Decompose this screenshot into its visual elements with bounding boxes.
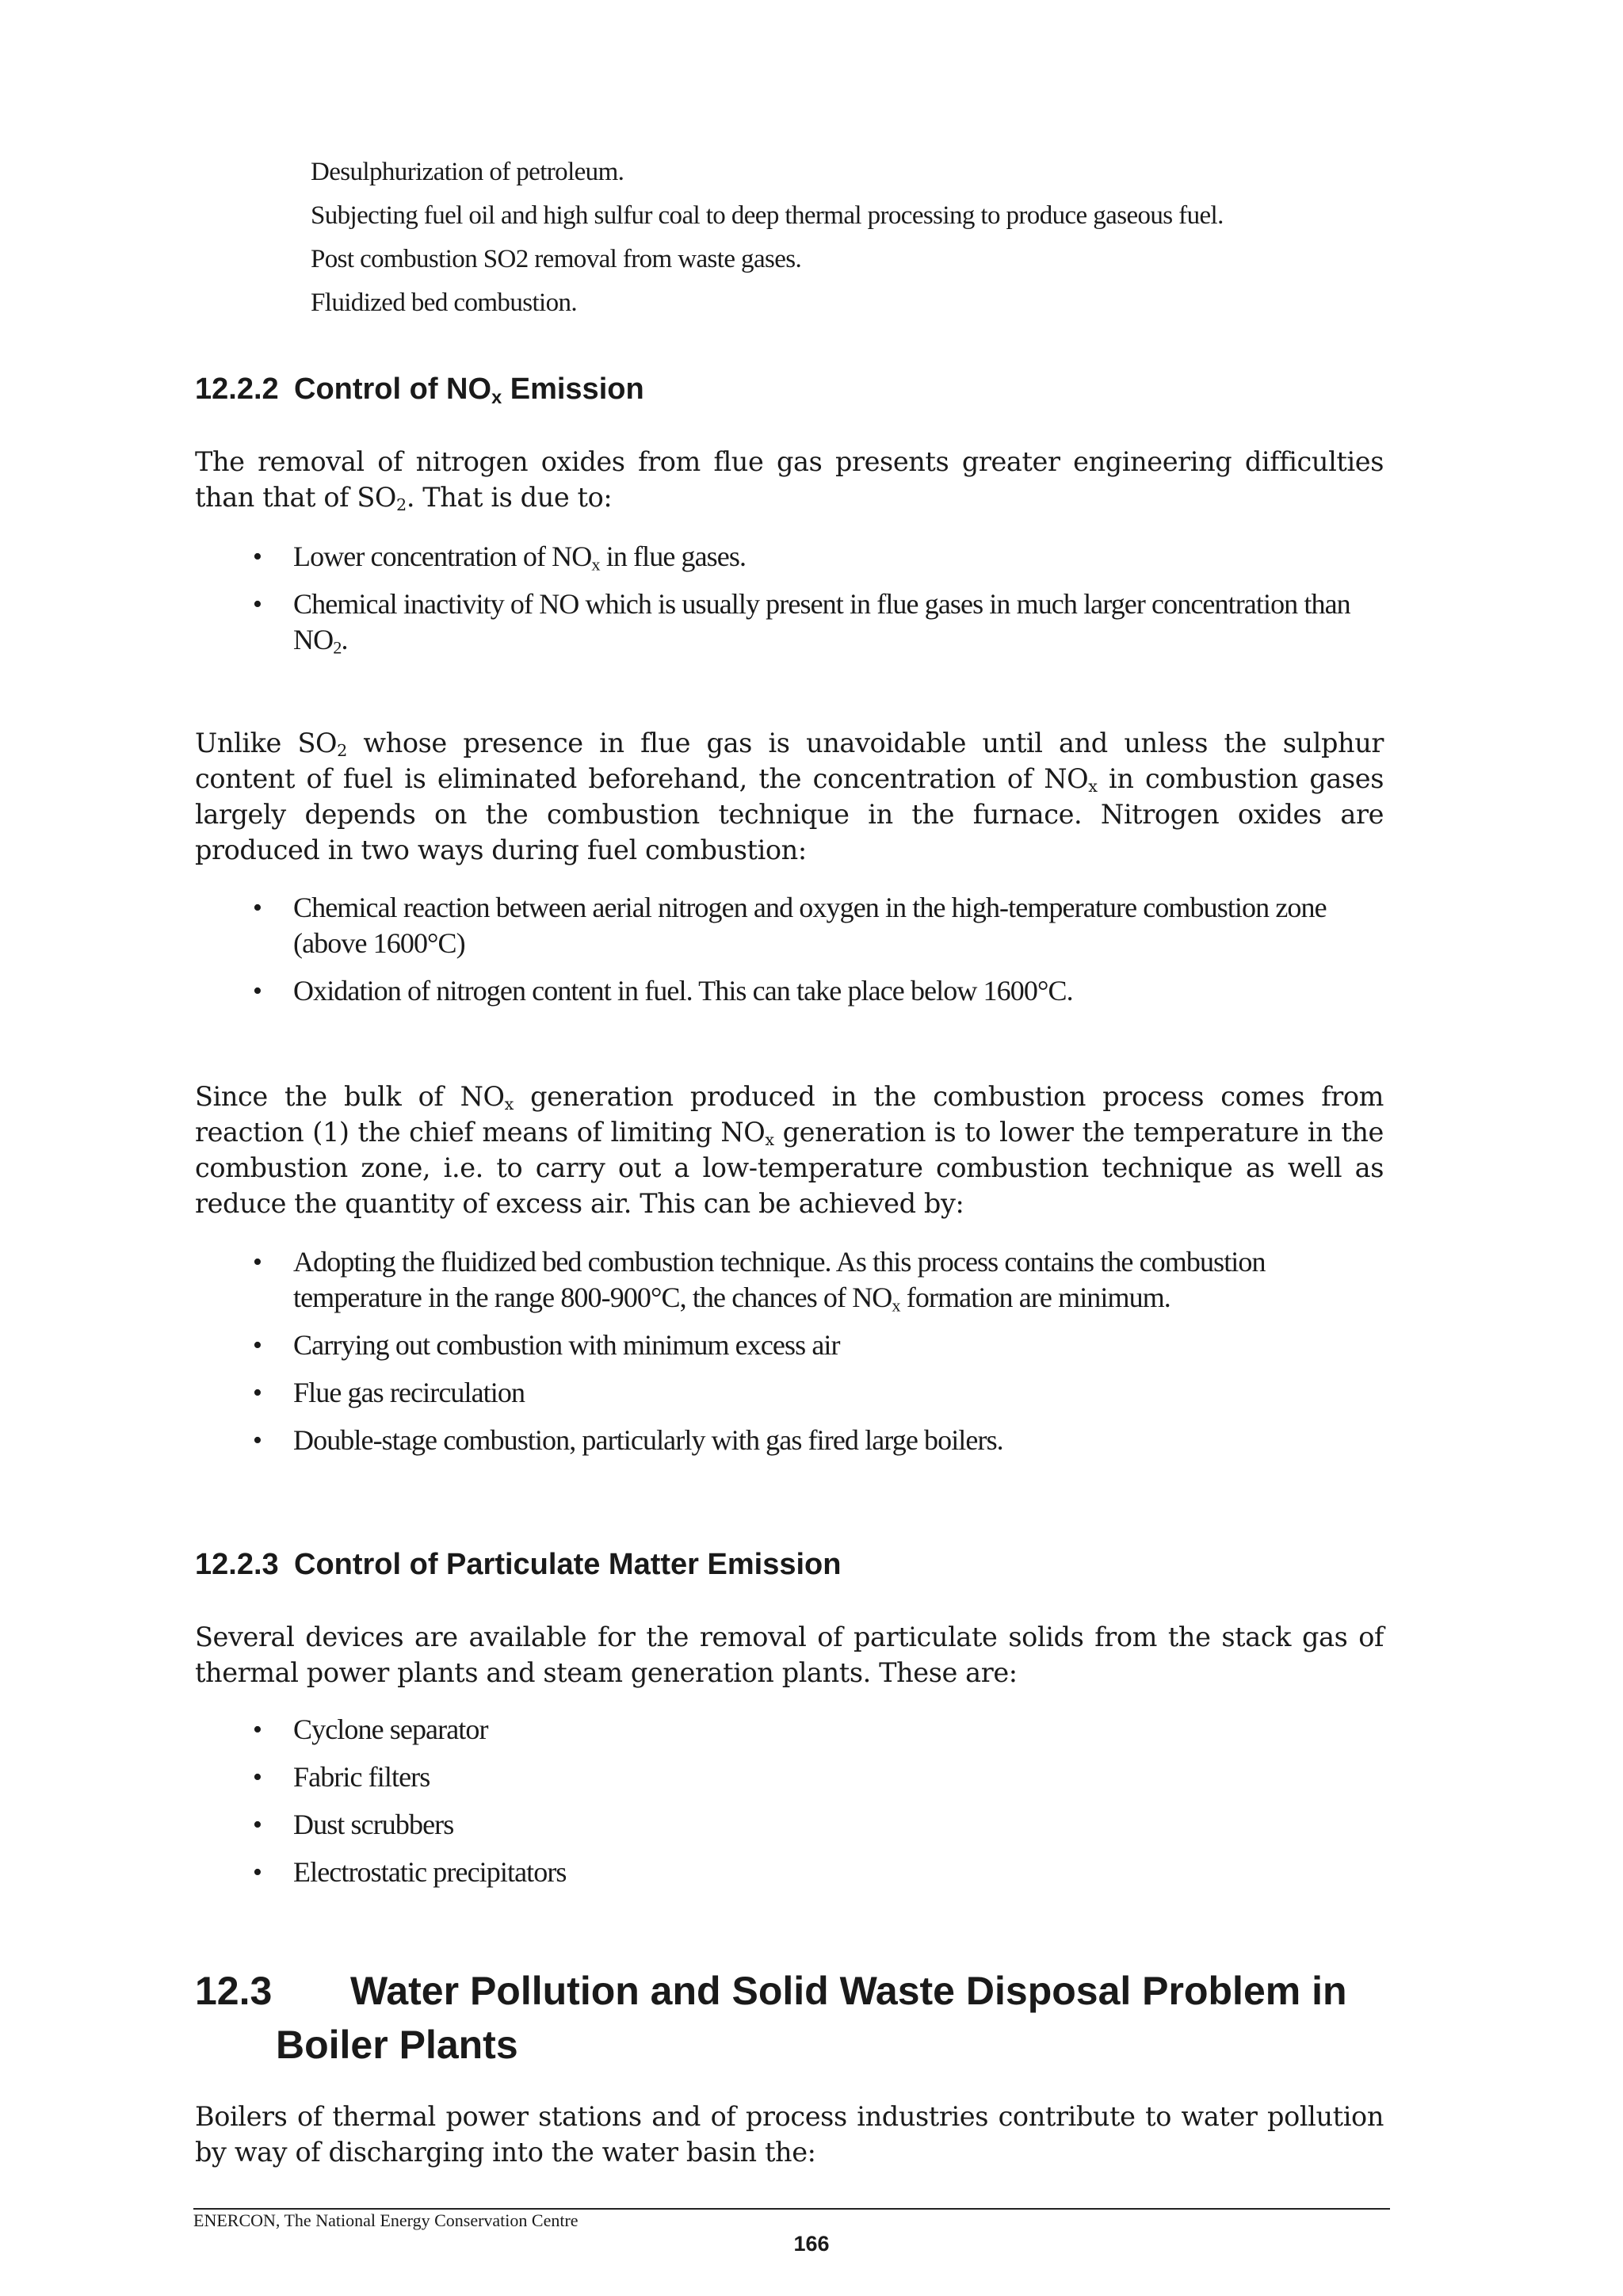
text-run: Carrying out combustion with minimum excess air [293,1329,840,1361]
text-run: whose presence in flue gas is unavoidable until and unless the sulphur content of fuel is eliminated beforehand, the concentration of NO [195,728,1384,794]
subscript: x [591,554,600,575]
subscript: x [491,386,502,407]
text-run: Dust scrubbers [293,1809,454,1840]
subscript: x [504,1095,514,1114]
section-title-pre: Control of NO [294,372,492,406]
bullet-icon: • [253,976,262,1006]
subscript: 2 [333,637,342,658]
text-run: formation are minimum. [899,1282,1170,1313]
section-number: 12.2.2 [195,372,279,406]
section-title-line1: Water Pollution and Solid Waste Disposal Problem in [350,1969,1347,2013]
text-run: Flue gas recirculation [293,1377,525,1408]
section-number: 12.3 [195,1969,273,2013]
text-run: Several devices are available for the removal of particulate solids from the stack gas of thermal power plants and steam generation plants. These are: [195,1622,1384,1688]
text-run: in combustion gases largely depends on the combustion technique in the furnace. Nitrogen oxides are produced in two ways during fuel combustion: [195,763,1384,865]
list-item [195,1375,1384,1411]
text-run: . That is due to: [406,482,613,513]
subscript: 2 [396,495,407,515]
list-item [195,1855,1384,1890]
text-run: in flue gases. [599,541,747,572]
list-item: Subjecting fuel oil and high sulfur coal to deep thermal processing to produce gaseous fuel. [311,201,1224,230]
list-item [195,1712,1384,1748]
text-run: generation is to lower the temperature in the combustion zone, i.e. to carry out a low-temperature combustion technique as well as reduce the quantity of excess air. This can be achieved by: [195,1117,1384,1219]
list-item [195,890,1384,961]
paragraph-nox-intro [195,444,1384,515]
list-item [195,539,1384,575]
list-item [195,1244,1384,1316]
text-run: Boilers of thermal power stations and of process industries contribute to water pollution by way of discharging into the water basin the: [195,2101,1384,2168]
section-heading-12-2-2 [195,370,644,408]
text-run: Cyclone separator [293,1713,488,1745]
bullet-icon: • [253,1426,262,1455]
text-run: Double-stage combustion, particularly with gas fired large boilers. [293,1424,1003,1456]
section-title-post: Emission [502,372,644,406]
text-run: Oxidation of nitrogen content in fuel. This can take place below 1600°C. [293,975,1073,1007]
text-run: Fabric filters [293,1761,430,1793]
page-number: 166 [793,2232,830,2256]
section-heading-12-3 [195,1964,1431,2072]
list-item [195,1807,1384,1843]
text-run: Chemical reaction between aerial nitrogen and oxygen in the high-temperature combustion zone (above 1600°C) [293,892,1327,959]
section-number: 12.2.3 [195,1548,279,1581]
subscript: x [765,1130,774,1150]
text-run: . [341,624,348,655]
bullet-icon: • [253,1858,262,1887]
list-item [195,1423,1384,1458]
text-run: Since the bulk of NO [195,1081,505,1112]
list-item: Post combustion SO2 removal from waste gases. [311,245,802,273]
text-run: Adopting the fluidized bed combustion technique. As this process contains the combustion temperature in the range 800-900°C, the chances of NO [293,1246,1266,1313]
bullet-icon: • [253,590,262,619]
list-item [195,586,1384,658]
paragraph-nox-formation [195,725,1384,868]
subscript: x [1088,777,1098,797]
footer-divider [193,2208,1390,2210]
text-run: Unlike SO [195,728,338,758]
text-run: The removal of nitrogen oxides from flue gas presents greater engineering difficulties than that of SO [195,446,1384,513]
bullet-icon: • [253,893,262,923]
subscript: 2 [337,741,347,761]
bullet-icon: • [253,1810,262,1839]
paragraph-water-pollution [195,2099,1384,2170]
footer-organization: ENERCON, The National Energy Conservation Centre [193,2210,579,2230]
section-heading-12-2-3 [195,1545,841,1584]
list-item: Fluidized bed combustion. [311,288,578,317]
text-run: Electrostatic precipitators [293,1856,567,1888]
paragraph-particulate [195,1619,1384,1690]
bullet-list-nox-reasons [195,539,1384,670]
list-item [195,1759,1384,1795]
list-item [195,973,1384,1009]
bullet-icon: • [253,1763,262,1792]
list-item [195,1328,1384,1363]
bullet-icon: • [253,1715,262,1744]
text-run: generation produced in the combustion process comes from reaction (1) the chief means of limiting NO [195,1081,1384,1148]
bullet-list-nox-sources [195,890,1384,1021]
bullet-list-particulate-devices [195,1712,1384,1902]
subscript: x [892,1295,900,1316]
section-title: Control of Particulate Matter Emission [294,1548,842,1581]
paragraph-nox-limiting [195,1079,1384,1221]
bullet-icon: • [253,1331,262,1360]
bullet-list-nox-methods [195,1244,1384,1470]
bullet-icon: • [253,1247,262,1277]
list-item: Desulphurization of petroleum. [311,158,624,186]
text-run: Lower concentration of NO [293,541,592,572]
continued-list [311,151,1420,325]
text-run: Chemical inactivity of NO which is usually present in flue gases in much larger concentration than NO [293,588,1350,655]
bullet-icon: • [253,542,262,571]
bullet-icon: • [253,1378,262,1408]
section-title-line2: Boiler Plants [276,2023,518,2067]
